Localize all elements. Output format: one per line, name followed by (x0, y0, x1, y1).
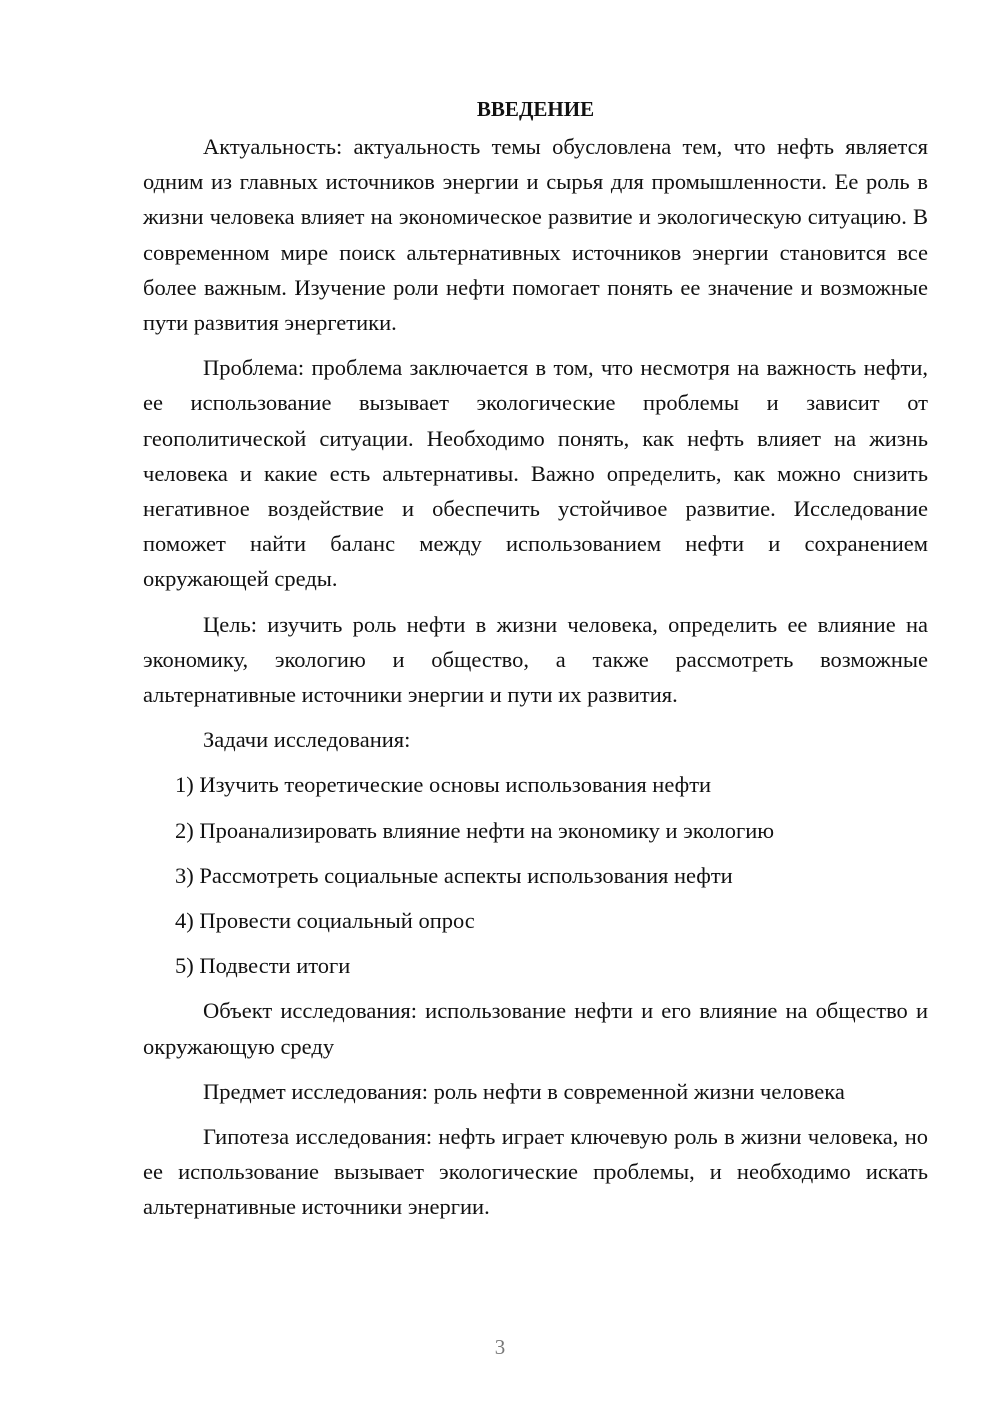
tasks-heading: Задачи исследования: (203, 727, 411, 753)
task-item: 5) Подвести итоги (175, 953, 351, 979)
hypothesis-paragraph: Гипотеза исследования: нефть играет ключевую роль в жизни человека, но ее использование вызывает экологические проблемы, и необходимо искать альтернативные источники энергии. (143, 1124, 928, 1220)
page-number: 3 (494, 1335, 506, 1359)
section-title: ВВЕДЕНИЕ (476, 97, 595, 121)
problem-paragraph: Проблема: проблема заключается в том, что несмотря на важность нефти, ее использование вызывает экологические проблемы и зависит от геополитической ситуации. Необходимо понять, как нефть влияет на жизнь человека и какие есть альтернативы. Важно определить, как можно снизить негативное воздействие и обеспечить устойчивое развитие. Исследование поможет найти баланс между использованием нефти и сохранением окружающей среды. (143, 355, 928, 592)
task-item: 2) Проанализировать влияние нефти на экономику и экологию (175, 817, 775, 843)
relevance-paragraph: Актуальность: актуальность темы обусловлена тем, что нефть является одним из главных источников энергии и сырья для промышленности. Ее роль в жизни человека влияет на экономическое развитие и экологическую ситуацию. В современном мире поиск альтернативных источников энергии становится все более важным. Изучение роли нефти помогает понять ее значение и возможные пути развития энергетики. (143, 134, 928, 336)
document-body (143, 92, 928, 1235)
task-item: 4) Провести социальный опрос (175, 908, 475, 934)
task-item: 3) Рассмотреть социальные аспекты использования нефти (175, 862, 733, 888)
task-item: 1) Изучить теоретические основы использования нефти (175, 772, 712, 798)
subject-paragraph: Предмет исследования: роль нефти в современной жизни человека (203, 1078, 845, 1104)
tasks-list (143, 767, 928, 983)
goal-paragraph: Цель: изучить роль нефти в жизни человека, определить ее влияние на экономику, экологию и общество, а также рассмотреть возможные альтернативные источники энергии и пути их развития. (143, 611, 928, 708)
object-paragraph: Объект исследования: использование нефти и его влияние на общество и окружающую среду (143, 998, 928, 1059)
